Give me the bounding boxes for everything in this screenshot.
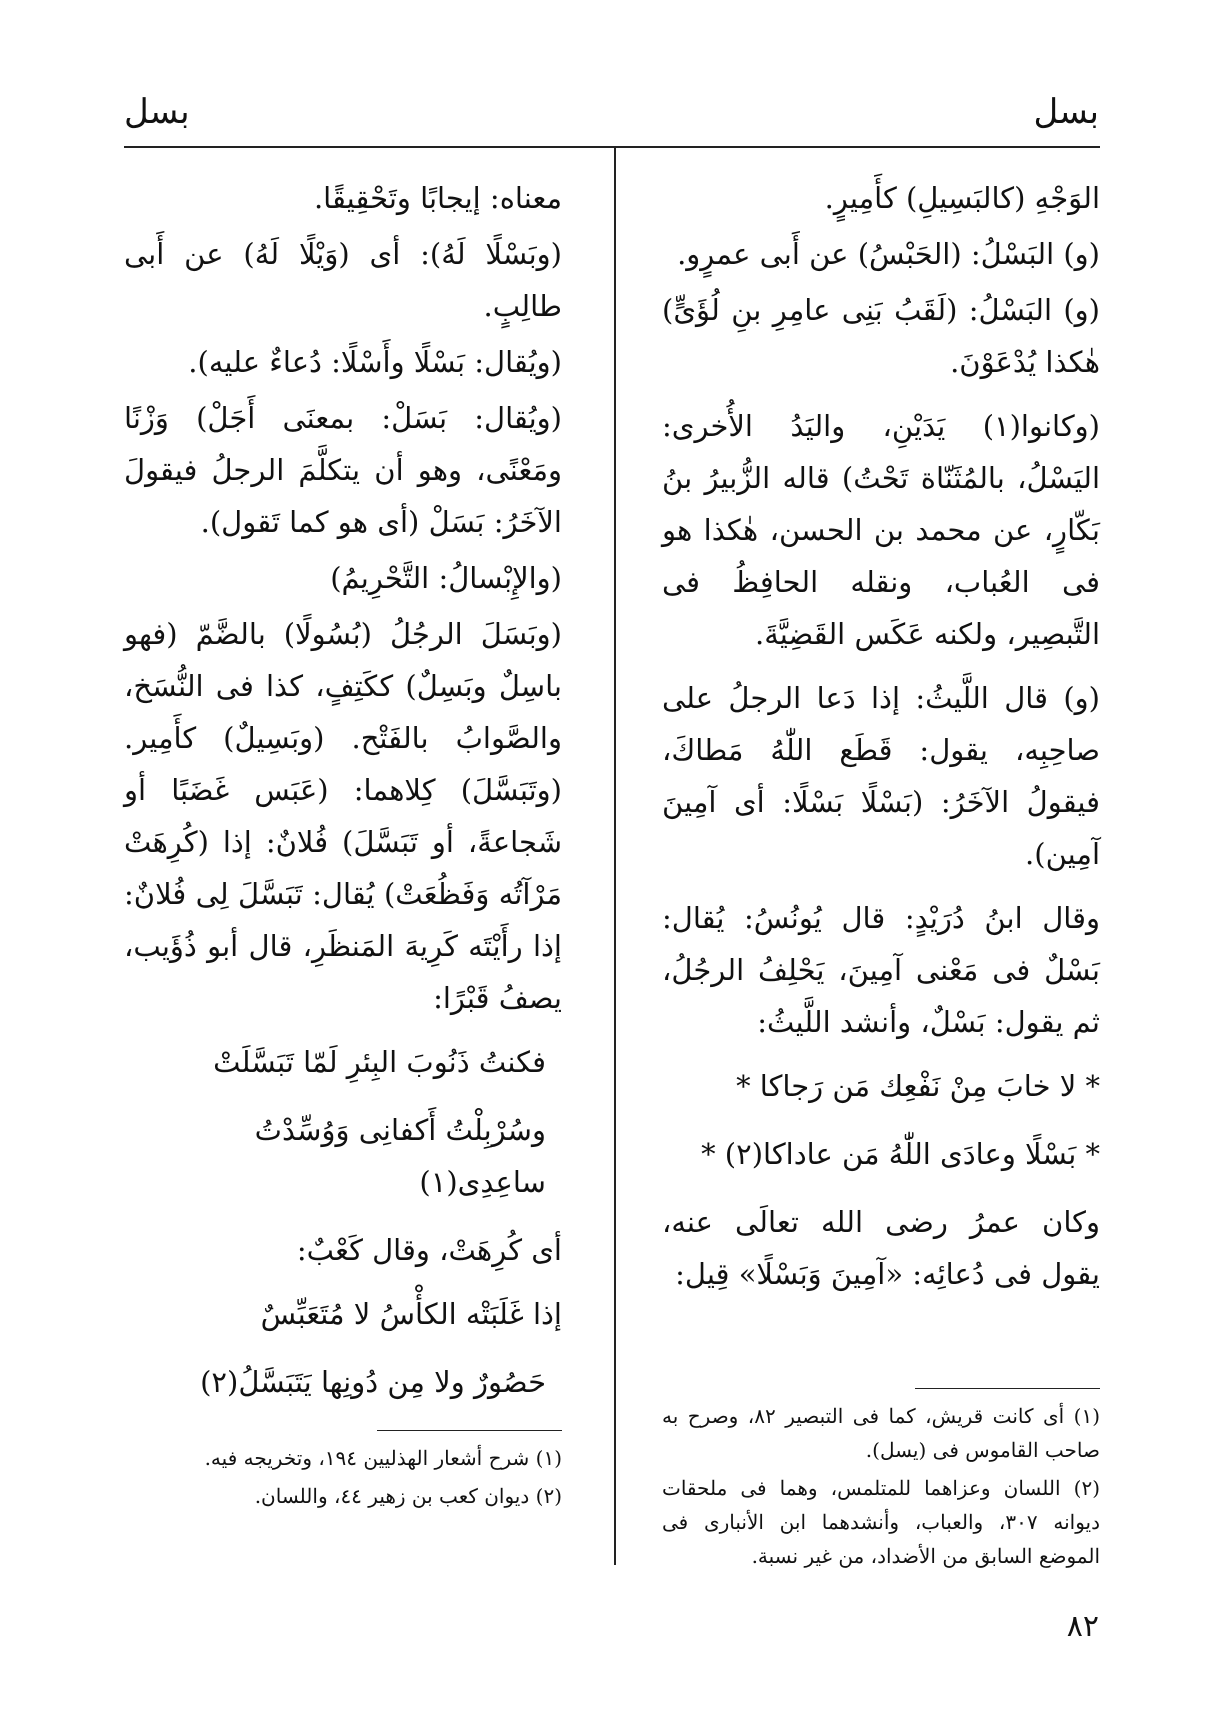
- left-footnotes: [124, 1412, 562, 1517]
- left-column: [124, 172, 562, 1508]
- poem-verse: حَصُورٌ ولا مِن دُونِها يَتَبَسَّلُ(٢): [200, 1365, 546, 1399]
- right-column: [662, 172, 1100, 1568]
- entry-paragraph: الوَجْهِ (كالبَسِيلِ) كأَمِيرٍ.: [824, 181, 1100, 215]
- page-number: ٨٢: [1066, 1609, 1099, 1644]
- footnote: (١) أى كانت قريش، كما فى التبصير ٨٢، وصرح به صاحب القاموس فى (يسل).: [662, 1404, 1100, 1462]
- poem-verse: فكنتُ ذَنُوبَ البِئرِ لَمّا تَبَسَّلَتْ: [213, 1045, 546, 1079]
- poem-verse: إذا غَلَبَتْه الكأْسُ لا مُتَعَبِّسٌ: [260, 1297, 562, 1331]
- entry-paragraph: (وكانوا(١) يَدَيْنِ، واليَدُ الأُخرى: اليَسْلُ، بالمُثَنّاة تَحْتُ) قاله الزُّبيرُ بنُ بَكّارٍ، عن محمد بن الحسن، هٰكذا هو فى العُباب، ونقله الحافِظُ فى التَّبصِير، ولكنه عَكَس القَضِيَّةَ.: [662, 409, 1100, 651]
- footnote: (٢) ديوان كعب بن زهير ٤٤، واللسان.: [254, 1484, 562, 1508]
- entry-paragraph: أى كُرِهَتْ، وقال كَعْبٌ:: [296, 1233, 562, 1267]
- running-head-left: بسل: [124, 92, 190, 132]
- entry-paragraph: (و) البَسْلُ: (الحَبْسُ) عن أَبى عمرٍو.: [677, 237, 1100, 271]
- entry-paragraph: (والإِبْسالُ: التَّحْرِيمُ): [330, 561, 562, 595]
- entry-paragraph: (وبَسَلَ الرجُلُ (بُسُولًا) بالضَّمّ (فهو باسِلٌ وبَسِلٌ) ككَتِفٍ، كذا فى النُّسَخ، والصَّوابُ بالفَتْح. (وبَسِيلٌ) كأَمِير. (وتَبَسَّلَ) كِلاهما: (عَبَس غَضَبًا أو شَجاعةً، أو تَبَسَّلَ) فُلانٌ: إذا (كُرِهَتْ مَرْآتُه وَفَظُعَتْ) يُقال: تَبَسَّلَ لِى فُلانٌ: إذا رأَيْتَه كَرِيهَ المَنظَرِ، قال أبو ذُؤَيب، يصفُ قَبْرًا:: [124, 617, 562, 1015]
- entry-paragraph: معناه: إيجابًا وتَحْقِيقًا.: [313, 181, 562, 215]
- right-footnotes: [662, 1370, 1100, 1577]
- poem-verse: وسُرْبِلْتُ أَكفانِى وَوُسِّدْتُ ساعِدِى(١): [254, 1113, 546, 1199]
- entry-paragraph: وكان عمرُ رضى الله تعالَى عنه، يقول فى دُعائِه: «آمِينَ وَبَسْلًا» قِيل:: [662, 1205, 1100, 1291]
- header-rule: [124, 146, 1100, 148]
- column-divider: [614, 147, 616, 1565]
- poem-verse: * بَسْلًا وعادَى اللّٰهُ مَن عاداكا(٢) *: [701, 1137, 1100, 1171]
- footnote: (٢) اللسان وعزاهما للمتلمس، وهما فى ملحقات ديوانه ٣٠٧، والعباب، وأنشدهما ابن الأنبارى فى الموضع السابق من الأضداد، من غير نسبة.: [662, 1476, 1100, 1568]
- footnote-rule: [377, 1430, 562, 1431]
- entry-paragraph: (و) قال اللَّيثُ: إذا دَعا الرجلُ على صاحِبِه، يقول: قَطَع اللّٰهُ مَطاكَ، فيقولُ الآخَرُ: (بَسْلًا بَسْلًا: أى آمِينَ آمِين).: [662, 681, 1100, 871]
- entry-paragraph: (وبَسْلًا لَهُ): أى (وَيْلًا لَهُ) عن أَبى طالِبٍ.: [124, 237, 562, 323]
- footnote: (١) شرح أشعار الهذليين ١٩٤، وتخريجه فيه.: [204, 1446, 562, 1470]
- entry-paragraph: (و) البَسْلُ: (لَقَبُ بَنِى عامِرِ بنِ لُؤَىٍّ) هٰكذا يُدْعَوْنَ.: [662, 293, 1100, 379]
- entry-paragraph: وقال ابنُ دُرَيْدٍ: قال يُونُسُ: يُقال: بَسْلٌ فى مَعْنى آمِينَ، يَحْلِفُ الرجُلُ، ثم يقول: بَسْلٌ، وأنشد اللَّيثُ:: [662, 901, 1100, 1039]
- poem-verse: * لا خابَ مِنْ نَفْعِك مَن رَجاكا *: [736, 1069, 1100, 1103]
- running-head-right: بسل: [1033, 92, 1099, 132]
- footnote-rule: [915, 1388, 1100, 1389]
- entry-paragraph: (ويُقال: بَسَلْ: بمعنَى أَجَلْ) وَزْنًا ومَعْنًى، وهو أن يتكلَّمَ الرجلُ فيقولَ الآخَرُ: بَسَلْ (أى هو كما تَقول).: [124, 401, 562, 539]
- entry-paragraph: (ويُقال: بَسْلًا وأَسْلًا: دُعاءٌ عليه).: [188, 345, 562, 379]
